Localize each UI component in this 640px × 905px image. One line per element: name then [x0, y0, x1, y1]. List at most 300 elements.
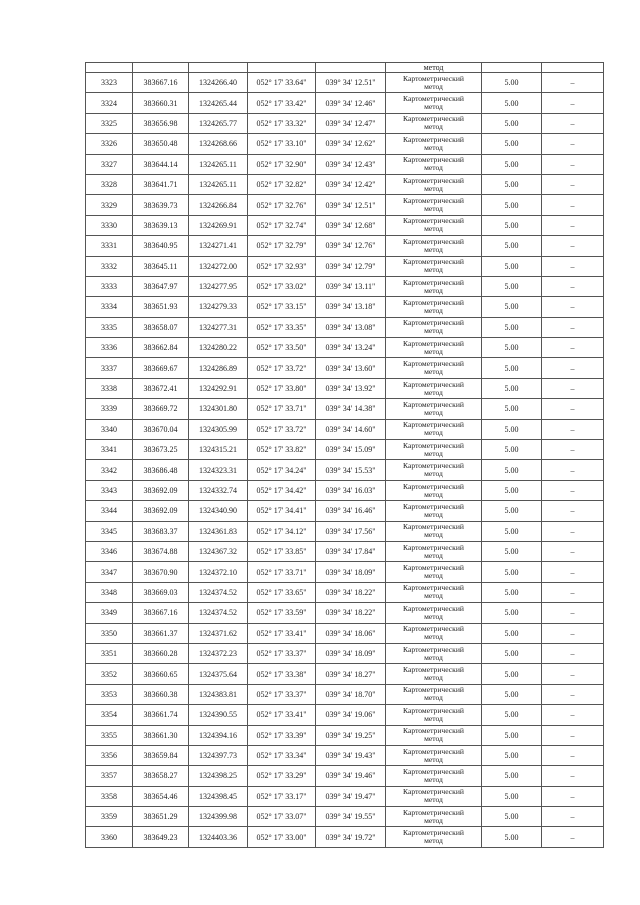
- method-cell: [386, 134, 482, 154]
- table-row: [86, 807, 604, 827]
- longitude-cell: 039° 34' 19.72": [316, 827, 386, 847]
- longitude-cell: 039° 34' 19.47": [316, 786, 386, 806]
- description-cell: –: [542, 440, 604, 460]
- method-cell: [386, 786, 482, 806]
- description-cell: –: [542, 358, 604, 378]
- accuracy-cell: 5.00: [482, 562, 542, 582]
- continued-header-row: [86, 63, 604, 73]
- longitude-cell: 039° 34' 19.46": [316, 766, 386, 786]
- longitude-cell: 039° 34' 13.08": [316, 317, 386, 337]
- table-row: [86, 684, 604, 704]
- x-coordinate-cell: 383672.41: [133, 378, 189, 398]
- y-coordinate-cell: 1324374.52: [189, 582, 248, 602]
- method-cell: [386, 745, 482, 765]
- y-coordinate-cell: 1324390.55: [189, 705, 248, 725]
- method-cell: [386, 317, 482, 337]
- table-row: [86, 93, 604, 113]
- table-row: [86, 745, 604, 765]
- method-cell: [386, 664, 482, 684]
- table-row: [86, 399, 604, 419]
- latitude-cell: 052° 17' 34.41": [248, 501, 316, 521]
- description-cell: –: [542, 399, 604, 419]
- x-coordinate-cell: 383669.03: [133, 582, 189, 602]
- latitude-cell: 052° 17' 33.50": [248, 338, 316, 358]
- method-tail: метод: [424, 734, 443, 744]
- longitude-cell: 039° 34' 18.06": [316, 623, 386, 643]
- method-cell: [386, 154, 482, 174]
- description-cell: –: [542, 562, 604, 582]
- accuracy-cell: 5.00: [482, 440, 542, 460]
- accuracy-cell: 5.00: [482, 358, 542, 378]
- method-cell: [386, 73, 482, 93]
- x-coordinate-cell: 383670.90: [133, 562, 189, 582]
- method-tail: метод: [424, 142, 443, 152]
- latitude-cell: 052° 17' 33.10": [248, 134, 316, 154]
- x-coordinate-cell: 383683.37: [133, 521, 189, 541]
- longitude-cell: 039° 34' 19.25": [316, 725, 386, 745]
- accuracy-cell: 5.00: [482, 399, 542, 419]
- method-tail: метод: [424, 346, 443, 356]
- x-coordinate-cell: 383650.48: [133, 134, 189, 154]
- description-cell: –: [542, 501, 604, 521]
- point-number-cell: 3325: [86, 113, 133, 133]
- accuracy-cell: 5.00: [482, 807, 542, 827]
- accuracy-cell: 5.00: [482, 93, 542, 113]
- document-sheet: [85, 62, 603, 848]
- method-tail: метод: [424, 265, 443, 275]
- latitude-cell: 052° 17' 33.41": [248, 705, 316, 725]
- method-tail: метод: [424, 673, 443, 683]
- point-number-cell: 3353: [86, 684, 133, 704]
- method-tail: метод: [424, 713, 443, 723]
- latitude-cell: 052° 17' 33.65": [248, 582, 316, 602]
- point-number-cell: 3347: [86, 562, 133, 582]
- description-cell: –: [542, 725, 604, 745]
- latitude-cell: 052° 17' 32.90": [248, 154, 316, 174]
- x-coordinate-cell: 383641.71: [133, 174, 189, 194]
- point-number-cell: 3349: [86, 603, 133, 623]
- method-cell: [386, 93, 482, 113]
- method-word: Картометрический: [403, 461, 464, 471]
- point-number-cell: 3326: [86, 134, 133, 154]
- y-coordinate-cell: 1324269.91: [189, 215, 248, 235]
- table-row: [86, 623, 604, 643]
- method-word: Картометрический: [403, 338, 464, 348]
- description-cell: –: [542, 623, 604, 643]
- y-coordinate-cell: 1324292.91: [189, 378, 248, 398]
- y-coordinate-cell: 1324265.11: [189, 154, 248, 174]
- accuracy-cell: 5.00: [482, 297, 542, 317]
- accuracy-cell: 5.00: [482, 174, 542, 194]
- x-coordinate-cell: 383686.48: [133, 460, 189, 480]
- description-cell: –: [542, 256, 604, 276]
- accuracy-cell: 5.00: [482, 113, 542, 133]
- longitude-cell: 039° 34' 18.22": [316, 603, 386, 623]
- y-coordinate-cell: 1324265.77: [189, 113, 248, 133]
- method-tail: метод: [424, 754, 443, 764]
- point-number-cell: 3354: [86, 705, 133, 725]
- method-tail: метод: [424, 305, 443, 315]
- method-cell: [386, 827, 482, 847]
- accuracy-cell: 5.00: [482, 338, 542, 358]
- table-row: [86, 603, 604, 623]
- table-row: [86, 725, 604, 745]
- x-coordinate-cell: 383661.37: [133, 623, 189, 643]
- method-word: Картометрический: [403, 583, 464, 593]
- method-cell: [386, 807, 482, 827]
- point-number-cell: 3323: [86, 73, 133, 93]
- y-coordinate-cell: 1324372.23: [189, 643, 248, 663]
- accuracy-cell: 5.00: [482, 317, 542, 337]
- latitude-cell: 052° 17' 33.71": [248, 399, 316, 419]
- method-word: Картометрический: [403, 828, 464, 838]
- method-cell: [386, 684, 482, 704]
- method-tail: метод: [424, 815, 443, 825]
- method-tail: метод: [424, 81, 443, 91]
- method-cell: [386, 460, 482, 480]
- method-word: Картометрический: [403, 685, 464, 695]
- method-cell: [386, 378, 482, 398]
- method-tail: метод: [424, 836, 443, 846]
- method-tail: метод: [424, 163, 443, 173]
- method-tail: метод: [424, 244, 443, 254]
- description-cell: –: [542, 215, 604, 235]
- method-cell: [386, 725, 482, 745]
- point-number-cell: 3329: [86, 195, 133, 215]
- method-word: Картометрический: [403, 94, 464, 104]
- method-tail: метод: [424, 652, 443, 662]
- table-row: [86, 73, 604, 93]
- description-cell: –: [542, 643, 604, 663]
- description-cell: –: [542, 827, 604, 847]
- description-cell: –: [542, 664, 604, 684]
- x-coordinate-cell: 383639.73: [133, 195, 189, 215]
- method-tail: метод: [424, 204, 443, 214]
- method-tail: метод: [424, 387, 443, 397]
- accuracy-cell: 5.00: [482, 480, 542, 500]
- method-cell: [386, 276, 482, 296]
- latitude-cell: 052° 17' 33.71": [248, 562, 316, 582]
- accuracy-cell: 5.00: [482, 256, 542, 276]
- point-number-cell: 3332: [86, 256, 133, 276]
- latitude-cell: 052° 17' 33.00": [248, 827, 316, 847]
- method-cell: [386, 705, 482, 725]
- table-row: [86, 297, 604, 317]
- longitude-cell: 039° 34' 17.56": [316, 521, 386, 541]
- longitude-cell: 039° 34' 15.09": [316, 440, 386, 460]
- accuracy-cell: 5.00: [482, 195, 542, 215]
- longitude-cell: 039° 34' 12.46": [316, 93, 386, 113]
- accuracy-cell: 5.00: [482, 134, 542, 154]
- accuracy-cell: 5.00: [482, 541, 542, 561]
- method-word: Картометрический: [403, 705, 464, 715]
- description-cell: –: [542, 93, 604, 113]
- accuracy-cell: 5.00: [482, 745, 542, 765]
- y-coordinate-cell: 1324361.83: [189, 521, 248, 541]
- latitude-cell: 052° 17' 33.72": [248, 358, 316, 378]
- point-number-cell: 3358: [86, 786, 133, 806]
- x-coordinate-cell: 383661.30: [133, 725, 189, 745]
- point-number-cell: 3324: [86, 93, 133, 113]
- latitude-cell: 052° 17' 33.72": [248, 419, 316, 439]
- y-coordinate-cell: 1324371.62: [189, 623, 248, 643]
- y-coordinate-cell: 1324266.84: [189, 195, 248, 215]
- longitude-cell: 039° 34' 18.09": [316, 643, 386, 663]
- table-row: [86, 766, 604, 786]
- method-cell: [386, 643, 482, 663]
- longitude-cell: 039° 34' 12.79": [316, 256, 386, 276]
- description-cell: –: [542, 113, 604, 133]
- x-coordinate-cell: 383660.38: [133, 684, 189, 704]
- description-cell: –: [542, 807, 604, 827]
- method-word: Картометрический: [403, 746, 464, 756]
- latitude-cell: 052° 17' 33.07": [248, 807, 316, 827]
- table-row: [86, 643, 604, 663]
- point-number-cell: 3350: [86, 623, 133, 643]
- y-coordinate-cell: 1324399.98: [189, 807, 248, 827]
- table-row: [86, 705, 604, 725]
- description-cell: –: [542, 480, 604, 500]
- accuracy-cell: 5.00: [482, 603, 542, 623]
- x-coordinate-cell: 383661.74: [133, 705, 189, 725]
- method-word: Картометрический: [403, 501, 464, 511]
- table-row: [86, 134, 604, 154]
- method-tail: метод: [424, 102, 443, 112]
- point-number-cell: 3331: [86, 236, 133, 256]
- description-cell: –: [542, 541, 604, 561]
- longitude-cell: 039° 34' 17.84": [316, 541, 386, 561]
- latitude-cell: 052° 17' 32.82": [248, 174, 316, 194]
- method-tail: метод: [424, 183, 443, 193]
- method-cell: [386, 297, 482, 317]
- y-coordinate-cell: 1324340.90: [189, 501, 248, 521]
- method-cell: [386, 358, 482, 378]
- method-cell: [386, 623, 482, 643]
- x-coordinate-cell: 383658.27: [133, 766, 189, 786]
- accuracy-cell: 5.00: [482, 766, 542, 786]
- latitude-cell: 052° 17' 34.12": [248, 521, 316, 541]
- table-row: [86, 378, 604, 398]
- y-coordinate-cell: 1324372.10: [189, 562, 248, 582]
- accuracy-cell: 5.00: [482, 664, 542, 684]
- description-cell: –: [542, 134, 604, 154]
- latitude-cell: 052° 17' 33.32": [248, 113, 316, 133]
- table-row: [86, 174, 604, 194]
- latitude-cell: 052° 17' 32.93": [248, 256, 316, 276]
- table-row: [86, 113, 604, 133]
- longitude-cell: 039° 34' 13.24": [316, 338, 386, 358]
- description-cell: –: [542, 378, 604, 398]
- table-row: [86, 215, 604, 235]
- description-cell: –: [542, 419, 604, 439]
- method-word: Картометрический: [403, 134, 464, 144]
- point-number-cell: 3336: [86, 338, 133, 358]
- method-tail: метод: [424, 224, 443, 234]
- y-coordinate-cell: 1324398.45: [189, 786, 248, 806]
- method-word: Картометрический: [403, 522, 464, 532]
- accuracy-cell: 5.00: [482, 786, 542, 806]
- x-coordinate-cell: 383674.88: [133, 541, 189, 561]
- method-word: Картометрический: [403, 277, 464, 287]
- latitude-cell: 052° 17' 33.17": [248, 786, 316, 806]
- latitude-cell: 052° 17' 33.02": [248, 276, 316, 296]
- y-coordinate-cell: 1324301.80: [189, 399, 248, 419]
- longitude-cell: 039° 34' 12.51": [316, 195, 386, 215]
- x-coordinate-cell: 383660.31: [133, 93, 189, 113]
- table-row: [86, 317, 604, 337]
- y-coordinate-cell: 1324272.00: [189, 256, 248, 276]
- latitude-cell: 052° 17' 33.37": [248, 643, 316, 663]
- y-coordinate-cell: 1324315.21: [189, 440, 248, 460]
- longitude-cell: 039° 34' 18.70": [316, 684, 386, 704]
- point-number-cell: 3335: [86, 317, 133, 337]
- method-cell: [386, 338, 482, 358]
- latitude-cell: 052° 17' 34.24": [248, 460, 316, 480]
- table-row: [86, 236, 604, 256]
- point-number-cell: 3334: [86, 297, 133, 317]
- point-number-cell: 3345: [86, 521, 133, 541]
- description-cell: –: [542, 236, 604, 256]
- method-tail: метод: [424, 530, 443, 540]
- method-word: Картометрический: [403, 175, 464, 185]
- latitude-cell: 052° 17' 32.79": [248, 236, 316, 256]
- x-coordinate-cell: 383692.09: [133, 501, 189, 521]
- y-coordinate-cell: 1324277.31: [189, 317, 248, 337]
- accuracy-cell: 5.00: [482, 827, 542, 847]
- latitude-cell: 052° 17' 33.34": [248, 745, 316, 765]
- longitude-cell: 039° 34' 18.27": [316, 664, 386, 684]
- accuracy-cell: 5.00: [482, 460, 542, 480]
- latitude-cell: 052° 17' 32.76": [248, 195, 316, 215]
- point-number-cell: 3346: [86, 541, 133, 561]
- method-tail: метод: [424, 591, 443, 601]
- method-cell: [386, 399, 482, 419]
- method-tail: метод: [424, 448, 443, 458]
- table-row: [86, 440, 604, 460]
- latitude-cell: 052° 17' 33.39": [248, 725, 316, 745]
- method-word: Картометрический: [403, 236, 464, 246]
- y-coordinate-cell: 1324398.25: [189, 766, 248, 786]
- point-number-cell: 3339: [86, 399, 133, 419]
- table-row: [86, 338, 604, 358]
- longitude-cell: 039° 34' 12.51": [316, 73, 386, 93]
- accuracy-cell: 5.00: [482, 276, 542, 296]
- longitude-cell: 039° 34' 18.09": [316, 562, 386, 582]
- y-coordinate-cell: 1324403.36: [189, 827, 248, 847]
- table-row: [86, 195, 604, 215]
- x-coordinate-cell: 383659.84: [133, 745, 189, 765]
- accuracy-cell: 5.00: [482, 501, 542, 521]
- accuracy-cell: 5.00: [482, 236, 542, 256]
- description-cell: –: [542, 317, 604, 337]
- method-tail: метод: [424, 550, 443, 560]
- longitude-cell: 039° 34' 19.43": [316, 745, 386, 765]
- y-coordinate-cell: 1324305.99: [189, 419, 248, 439]
- point-number-cell: 3355: [86, 725, 133, 745]
- method-word: Картометрический: [403, 766, 464, 776]
- table-row: [86, 786, 604, 806]
- y-coordinate-cell: 1324323.31: [189, 460, 248, 480]
- longitude-cell: 039° 34' 12.43": [316, 154, 386, 174]
- x-coordinate-cell: 383656.98: [133, 113, 189, 133]
- longitude-cell: 039° 34' 16.03": [316, 480, 386, 500]
- method-tail: метод: [424, 285, 443, 295]
- x-coordinate-cell: 383670.04: [133, 419, 189, 439]
- method-cell: [386, 236, 482, 256]
- description-cell: –: [542, 460, 604, 480]
- x-coordinate-cell: 383651.29: [133, 807, 189, 827]
- method-cell: [386, 195, 482, 215]
- method-cell: [386, 174, 482, 194]
- method-tail: метод: [424, 632, 443, 642]
- x-coordinate-cell: 383649.23: [133, 827, 189, 847]
- method-word: Картометрический: [403, 481, 464, 491]
- y-coordinate-cell: 1324265.11: [189, 174, 248, 194]
- method-tail: метод: [424, 122, 443, 132]
- x-coordinate-cell: 383645.11: [133, 256, 189, 276]
- method-cell: [386, 582, 482, 602]
- latitude-cell: 052° 17' 32.74": [248, 215, 316, 235]
- description-cell: –: [542, 154, 604, 174]
- description-cell: –: [542, 338, 604, 358]
- method-tail: метод: [424, 469, 443, 479]
- longitude-cell: 039° 34' 12.47": [316, 113, 386, 133]
- coordinates-table: [85, 62, 604, 848]
- point-number-cell: 3360: [86, 827, 133, 847]
- longitude-cell: 039° 34' 14.60": [316, 419, 386, 439]
- latitude-cell: 052° 17' 33.29": [248, 766, 316, 786]
- method-word: Картометрический: [403, 257, 464, 267]
- latitude-cell: 052° 17' 33.38": [248, 664, 316, 684]
- y-coordinate-cell: 1324286.89: [189, 358, 248, 378]
- longitude-cell: 039° 34' 12.76": [316, 236, 386, 256]
- accuracy-cell: 5.00: [482, 725, 542, 745]
- method-word: Картометрический: [403, 359, 464, 369]
- point-number-cell: 3356: [86, 745, 133, 765]
- description-cell: –: [542, 745, 604, 765]
- method-word: Картометрический: [403, 379, 464, 389]
- latitude-cell: 052° 17' 33.15": [248, 297, 316, 317]
- latitude-cell: 052° 17' 33.59": [248, 603, 316, 623]
- method-word: Картометрический: [403, 603, 464, 613]
- method-word: Картометрический: [403, 624, 464, 634]
- method-word: Картометрический: [403, 318, 464, 328]
- point-number-cell: 3333: [86, 276, 133, 296]
- method-tail: метод: [424, 571, 443, 581]
- point-number-cell: 3348: [86, 582, 133, 602]
- y-coordinate-cell: 1324397.73: [189, 745, 248, 765]
- method-word: Картометрический: [403, 420, 464, 430]
- point-number-cell: 3351: [86, 643, 133, 663]
- point-number-cell: 3359: [86, 807, 133, 827]
- y-coordinate-cell: 1324367.32: [189, 541, 248, 561]
- y-coordinate-cell: 1324374.52: [189, 603, 248, 623]
- y-coordinate-cell: 1324383.81: [189, 684, 248, 704]
- method-word: Картометрический: [403, 787, 464, 797]
- method-tail: метод: [424, 774, 443, 784]
- method-word: Картометрический: [403, 399, 464, 409]
- y-coordinate-cell: 1324268.66: [189, 134, 248, 154]
- method-word: Картометрический: [403, 114, 464, 124]
- description-cell: –: [542, 276, 604, 296]
- x-coordinate-cell: 383673.25: [133, 440, 189, 460]
- table-row: [86, 541, 604, 561]
- accuracy-cell: 5.00: [482, 521, 542, 541]
- table-row: [86, 460, 604, 480]
- description-cell: –: [542, 195, 604, 215]
- accuracy-cell: 5.00: [482, 378, 542, 398]
- table-row: [86, 154, 604, 174]
